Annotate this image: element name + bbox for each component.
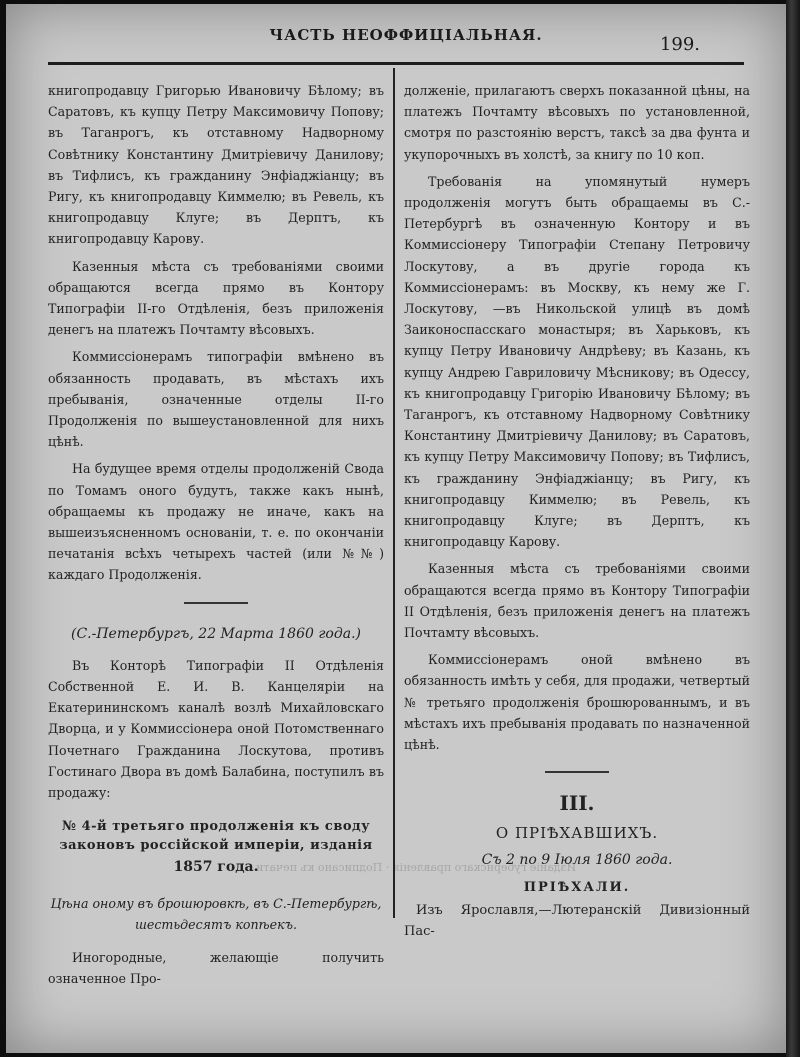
left-paragraph-1: книгопродавцу Григорью Ивановичу Бѣлому; въ Саратовъ, къ купцу Петру Максимовичу Попову; въ Таганрогъ, къ отставному Надворному Совѣтнику Константину Дмитрiевичу Данилову; въ Тифлисъ, къ гражданину Энфiаджiанцу; въ Ригу, къ книгопродавцу Киммелю; въ Ревель, къ книгопродавцу Клуге; въ Дерптъ, къ книгопродавцу Карову.	[48, 83, 384, 247]
section-heading: О ПРIѢХАВШИХЪ.	[495, 823, 659, 842]
bleed-through-text: Изданiе губернскаго правленiя · Подписано къ печати	[255, 861, 577, 874]
section-numeral: III.	[559, 791, 595, 816]
right-paragraph-4: Коммиссiонерамъ оной вмѣнено въ обязанность имѣть у себя, для продажи, четвертый № третьяго продолженiя брошюрованнымъ, и въ мѣстахъ ихъ пребыванiя продавать по назначенной цѣнѣ.	[404, 652, 750, 753]
section-dates: Съ 2 по 9 Iюля 1860 года.	[481, 851, 673, 868]
right-paragraph-1: долженiе, прилагаютъ сверхъ показанной цѣны, на платежъ Почтамту вѣсовыхъ по установленной, смотря по разстоянiю верстъ, таксѣ за два фунта и укупорочныхъ въ холстѣ, за книгу по 10 коп.	[404, 83, 750, 162]
column-divider	[393, 68, 395, 918]
header-rule	[48, 62, 744, 65]
page-number: 199.	[659, 34, 700, 55]
left-column	[48, 80, 384, 989]
announcement-year: 1857 года.	[173, 859, 259, 876]
scan-edge	[786, 0, 800, 1057]
arrival-entry: Изъ Ярославля,—Лютеранскiй Дивизiонный Пас-	[404, 903, 750, 940]
left-paragraph-3: Коммиссiонерамъ типографiи вмѣнено въ обязанность продавать, въ мѣстахъ ихъ пребыванiя, означенные отделы II-го Продолженiя по вышеустановленной для нихъ цѣнѣ.	[48, 349, 384, 450]
dateline: (С.-Петербургъ, 22 Марта 1860 года.)	[70, 625, 361, 642]
right-paragraph-3: Казенныя мѣста съ требованiями своими обращаются всегда прямо въ Контору Типографiи II Отдѣленiя, безъ приложенiя денегъ на платежъ Почтамту вѣсовыхъ.	[404, 561, 750, 641]
arrived-heading: ПРIѢХАЛИ.	[523, 879, 631, 895]
page-header-title: ЧАСТЬ НЕОФФИЦIАЛЬНАЯ.	[269, 26, 543, 44]
announcement-title: № 4-й третьяго продолженiя къ своду законовъ россiйской имперiи, изданiя	[59, 819, 373, 854]
left-paragraph-5: Въ Конторѣ Типографiи II Отдѣленiя Собственной Е. И. В. Канцелярiи на Екатерининскомъ каналѣ возлѣ Михайловскаго Дворца, и у Коммиссiонера оной Потомственнаго Почетнаго Гражданина Лоскутова, противъ Гостинаго Двора въ домѣ Балабина, поступилъ въ продажу:	[48, 657, 384, 801]
left-paragraph-2: Казенныя мѣста съ требованiями своими обращаются всегда прямо въ Контору Типографiи II-го Отдѣленiя, безъ приложенiя денегъ на платежъ Почтамту вѣсовыхъ.	[48, 258, 384, 338]
left-paragraph-4: На будущее время отделы продолженiй Свода по Томамъ оного будутъ, также какъ нынѣ, обращаемы къ продажу не иначе, какъ на вышеизъясненномъ основанiи, т. е. по окончанiи печатанiя всѣхъ четырехъ частей (или №№) каждаго Продолженiя.	[48, 461, 384, 583]
right-column	[404, 80, 750, 943]
newspaper-page	[6, 4, 786, 1053]
right-paragraph-2: Требованiя на упомянутый нумеръ продолженiя могутъ быть обращаемы въ С.-Петербургѣ въ означенную Контору и въ Коммиссiонеру Типографiи Степану Петровичу Лоскутову, а въ другiе города къ Коммиссiонерамъ: въ Москву, къ нему же Г. Лоскутову, —въ Никольской улицѣ въ домѣ Заиконоспасскаго монастыря; въ Харьковъ, къ купцу Петру Ивановичу Андрѣеву; въ Казань, къ купцу Андрею Гавриловичу Мѣсникову; въ Одессу, къ книгопродавцу Григорiю Ивановичу Бѣлому; въ Таганрогъ, къ отставному Надворному Совѣтнику Константину Дмитрiевичу Данилову; въ Саратовъ, къ купцу Петру Максимовичу Попову; въ Тифлисъ, къ гражданину Энфiаджiанцу; въ Ригу, къ книгопродавцу Киммелю; въ Ревель, къ книгопродавцу Клуге; въ Дерптъ, къ книгопродавцу Карову.	[404, 173, 750, 550]
left-paragraph-6: Иногородные, желающiе получить означенное Про-	[48, 949, 384, 987]
left-separator-rule	[184, 602, 248, 604]
right-separator-rule	[545, 771, 609, 773]
price-line: Цѣна оному въ брошюровкѣ, въ С.-Петербургѣ, шестьдесятъ копѣекъ.	[50, 895, 382, 932]
